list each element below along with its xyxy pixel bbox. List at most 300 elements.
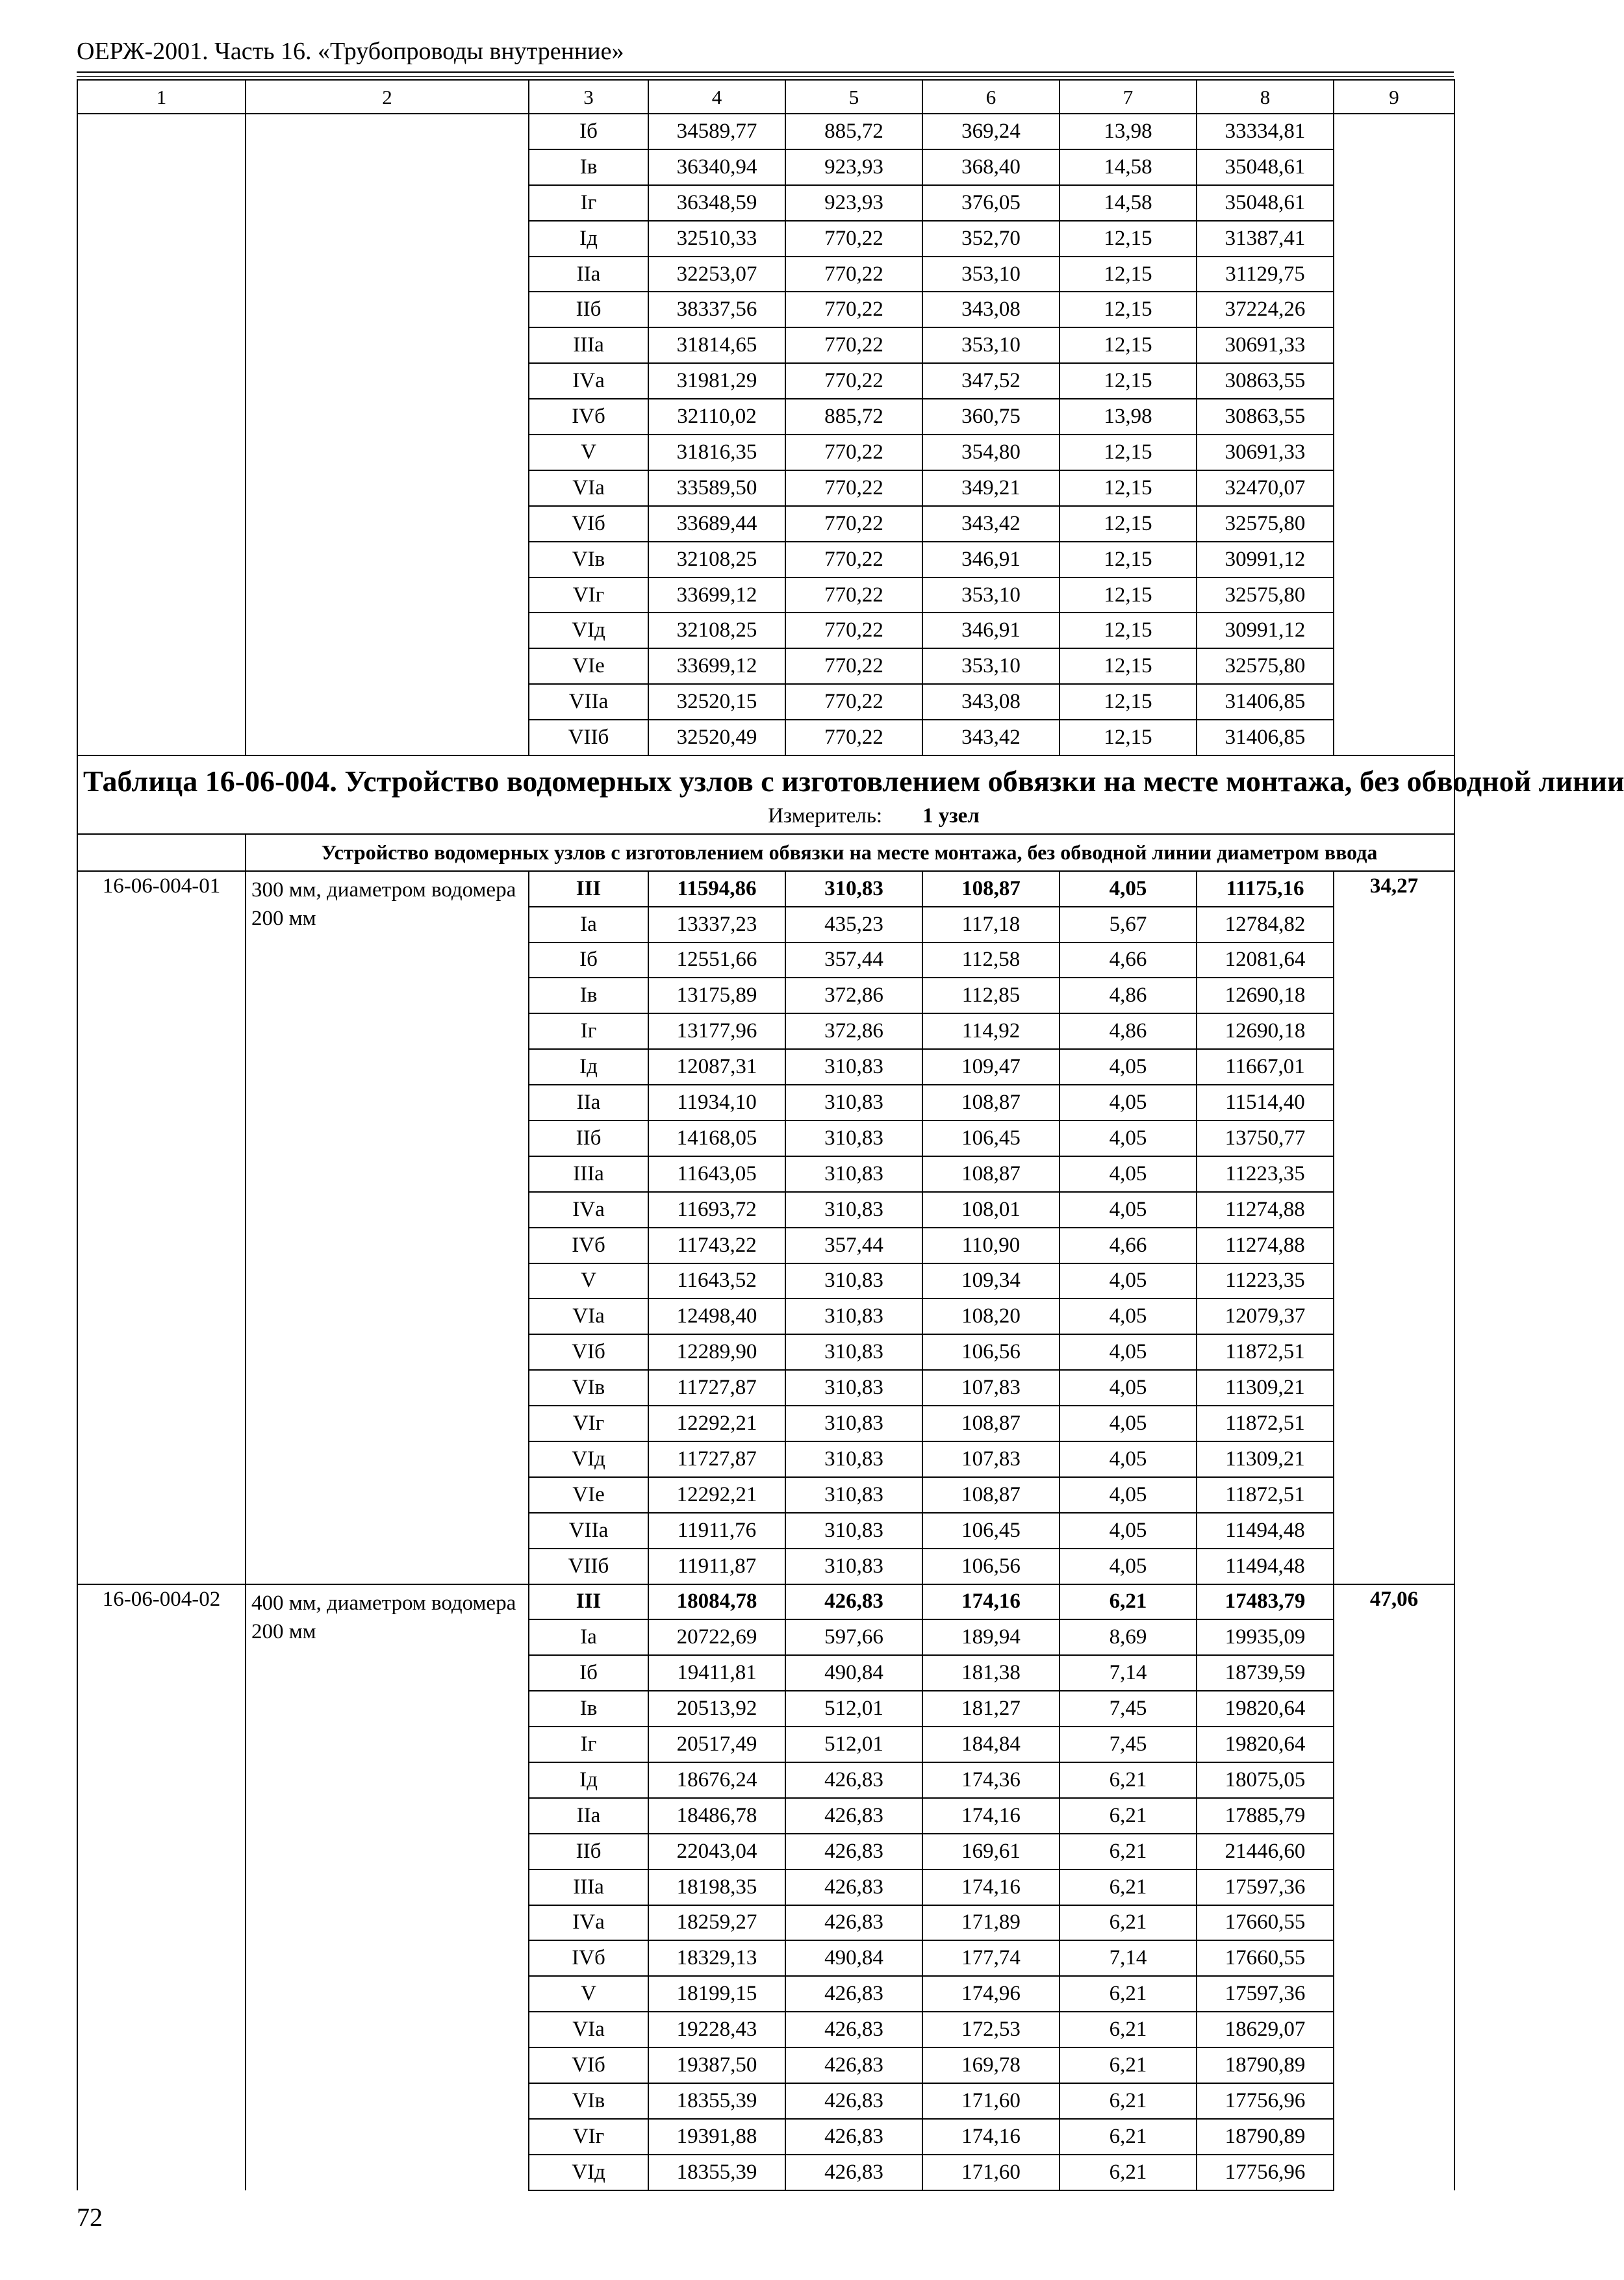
value-cell: 353,10 [922, 327, 1059, 363]
value-cell: 174,36 [922, 1762, 1059, 1798]
value-cell: 19391,88 [648, 2119, 785, 2155]
value-cell: 310,83 [785, 1263, 922, 1299]
value-cell: 32110,02 [648, 399, 785, 435]
value-cell: 108,87 [922, 1085, 1059, 1121]
region-cell: VIг [529, 2119, 648, 2155]
value-cell: 770,22 [785, 221, 922, 257]
value-cell: 770,22 [785, 470, 922, 506]
value-cell: 108,87 [922, 1477, 1059, 1513]
value-cell: 6,21 [1059, 2047, 1197, 2083]
value-cell: 7,14 [1059, 1655, 1197, 1691]
value-cell: 5,67 [1059, 907, 1197, 943]
value-cell: 107,83 [922, 1370, 1059, 1406]
table-title: Таблица 16-06-004. Устройство водомерных узлов с изготовлением обвязки на месте монтажа, без обводной линии [83, 765, 1624, 798]
region-cell: IIб [529, 1121, 648, 1156]
value-cell: 30863,55 [1197, 399, 1334, 435]
region-cell: VIв [529, 2083, 648, 2119]
value-cell: 4,05 [1059, 1441, 1197, 1477]
value-cell: 310,83 [785, 1192, 922, 1228]
value-cell: 426,83 [785, 2155, 922, 2190]
value-cell: 12,15 [1059, 720, 1197, 755]
value-cell: 33699,12 [648, 577, 785, 613]
value-cell: 31816,35 [648, 435, 785, 470]
value-cell: 33334,81 [1197, 114, 1334, 149]
document-header: ОЕРЖ-2001. Часть 16. «Трубопроводы внутренние» [77, 38, 624, 65]
value-cell: 174,16 [922, 2119, 1059, 2155]
region-cell: VIIа [529, 684, 648, 720]
value-cell: 11175,16 [1197, 871, 1334, 907]
region-cell: VIб [529, 2047, 648, 2083]
column-number: 7 [1059, 80, 1197, 114]
value-cell: 4,86 [1059, 978, 1197, 1013]
value-cell: 13,98 [1059, 114, 1197, 149]
value-cell: 343,08 [922, 684, 1059, 720]
value-cell: 11872,51 [1197, 1334, 1334, 1370]
value-cell: 19935,09 [1197, 1619, 1334, 1655]
table-row [77, 114, 1454, 149]
value-cell: 11872,51 [1197, 1477, 1334, 1513]
value-cell: 13177,96 [648, 1013, 785, 1049]
value-cell: 12087,31 [648, 1049, 785, 1085]
value-cell: 770,22 [785, 720, 922, 755]
value-cell: 171,60 [922, 2155, 1059, 2190]
value-cell: 4,05 [1059, 1513, 1197, 1549]
value-cell: 343,08 [922, 292, 1059, 327]
value-cell: 17597,36 [1197, 1976, 1334, 2012]
value-cell: 18739,59 [1197, 1655, 1334, 1691]
value-cell: 181,38 [922, 1655, 1059, 1691]
measure-value: 1 узел [922, 804, 980, 828]
value-cell: 310,83 [785, 1334, 922, 1370]
value-cell: 310,83 [785, 1085, 922, 1121]
value-cell: 11494,48 [1197, 1513, 1334, 1549]
value-cell: 13,98 [1059, 399, 1197, 435]
value-cell: 4,05 [1059, 1298, 1197, 1334]
value-cell: 11223,35 [1197, 1156, 1334, 1192]
value-cell: 597,66 [785, 1619, 922, 1655]
value-cell: 32575,80 [1197, 506, 1334, 542]
value-cell: 4,05 [1059, 1370, 1197, 1406]
value-cell: 32520,15 [648, 684, 785, 720]
value-cell: 18355,39 [648, 2083, 785, 2119]
value-cell: 21446,60 [1197, 1834, 1334, 1869]
value-cell: 4,05 [1059, 1085, 1197, 1121]
value-cell: 33699,12 [648, 648, 785, 684]
region-cell: IVб [529, 1228, 648, 1263]
value-cell: 20722,69 [648, 1619, 785, 1655]
value-cell: 4,05 [1059, 871, 1197, 907]
value-cell: 112,85 [922, 978, 1059, 1013]
value-cell: 112,58 [922, 943, 1059, 978]
region-cell: III [529, 871, 648, 907]
column-number: 2 [246, 80, 529, 114]
value-cell: 174,16 [922, 1798, 1059, 1834]
description-cell [246, 114, 529, 755]
value-cell: 490,84 [785, 1940, 922, 1976]
value-cell: 17483,79 [1197, 1584, 1334, 1620]
value-cell: 12690,18 [1197, 978, 1334, 1013]
value-cell: 6,21 [1059, 2083, 1197, 2119]
value-cell: 353,10 [922, 257, 1059, 292]
value-cell: 109,47 [922, 1049, 1059, 1085]
value-cell: 17597,36 [1197, 1869, 1334, 1905]
description-cell: 400 мм, диаметром водомера 200 мм [246, 1584, 529, 2190]
value-cell: 426,83 [785, 1905, 922, 1941]
value-cell: 12,15 [1059, 506, 1197, 542]
value-cell: 189,94 [922, 1619, 1059, 1655]
value-cell: 12,15 [1059, 470, 1197, 506]
value-cell: 12,15 [1059, 292, 1197, 327]
value-cell: 770,22 [785, 613, 922, 648]
page-number: 72 [77, 2203, 103, 2232]
value-cell: 107,83 [922, 1441, 1059, 1477]
subheading-cell [246, 834, 1454, 871]
value-cell: 31129,75 [1197, 257, 1334, 292]
value-cell: 8,69 [1059, 1619, 1197, 1655]
value-cell: 6,21 [1059, 1798, 1197, 1834]
value-cell: 6,21 [1059, 2012, 1197, 2047]
value-cell: 32575,80 [1197, 577, 1334, 613]
value-cell: 12292,21 [648, 1477, 785, 1513]
value-cell: 17756,96 [1197, 2083, 1334, 2119]
subheading-row [77, 834, 1454, 871]
value-cell: 357,44 [785, 943, 922, 978]
region-cell: IIIа [529, 1156, 648, 1192]
value-cell: 33689,44 [648, 506, 785, 542]
value-cell: 4,05 [1059, 1406, 1197, 1441]
value-cell: 4,05 [1059, 1334, 1197, 1370]
value-cell: 426,83 [785, 1869, 922, 1905]
value-cell: 12,15 [1059, 327, 1197, 363]
value-cell: 32108,25 [648, 542, 785, 577]
table-title-cell [77, 755, 1624, 834]
value-cell: 12289,90 [648, 1334, 785, 1370]
region-cell: IIб [529, 1834, 648, 1869]
region-cell: VIг [529, 577, 648, 613]
value-cell: 106,56 [922, 1334, 1059, 1370]
value-cell: 18259,27 [648, 1905, 785, 1941]
value-cell: 352,70 [922, 221, 1059, 257]
value-cell: 12,15 [1059, 435, 1197, 470]
value-cell: 353,10 [922, 577, 1059, 613]
value-cell: 33589,50 [648, 470, 785, 506]
column-number: 3 [529, 80, 648, 114]
region-cell: IVа [529, 363, 648, 399]
value-cell: 6,21 [1059, 2155, 1197, 2190]
value-cell: 11934,10 [648, 1085, 785, 1121]
region-cell: IIб [529, 292, 648, 327]
value-cell: 310,83 [785, 1406, 922, 1441]
value-cell: 35048,61 [1197, 149, 1334, 185]
value-cell: 310,83 [785, 1370, 922, 1406]
region-cell: Iг [529, 1013, 648, 1049]
value-cell: 372,86 [785, 1013, 922, 1049]
value-cell: 310,83 [785, 1298, 922, 1334]
value-cell: 11494,48 [1197, 1549, 1334, 1584]
value-cell: 11274,88 [1197, 1228, 1334, 1263]
region-cell: Iд [529, 1762, 648, 1798]
col9-cell [1334, 114, 1454, 755]
value-cell: 171,89 [922, 1905, 1059, 1941]
value-cell: 4,05 [1059, 1049, 1197, 1085]
region-cell: IVб [529, 399, 648, 435]
value-cell: 36348,59 [648, 185, 785, 221]
value-cell: 4,05 [1059, 1156, 1197, 1192]
value-cell: 32470,07 [1197, 470, 1334, 506]
value-cell: 34589,77 [648, 114, 785, 149]
value-cell: 36340,94 [648, 149, 785, 185]
value-cell: 17660,55 [1197, 1905, 1334, 1941]
value-cell: 770,22 [785, 577, 922, 613]
value-cell: 117,18 [922, 907, 1059, 943]
value-cell: 4,05 [1059, 1192, 1197, 1228]
value-cell: 13750,77 [1197, 1121, 1334, 1156]
value-cell: 11594,86 [648, 871, 785, 907]
value-cell: 923,93 [785, 149, 922, 185]
value-cell: 19387,50 [648, 2047, 785, 2083]
value-cell: 18198,35 [648, 1869, 785, 1905]
value-cell: 12,15 [1059, 221, 1197, 257]
value-cell: 13175,89 [648, 978, 785, 1013]
region-cell: VIв [529, 1370, 648, 1406]
value-cell: 770,22 [785, 506, 922, 542]
value-cell: 885,72 [785, 399, 922, 435]
value-cell: 11274,88 [1197, 1192, 1334, 1228]
region-cell: VIб [529, 506, 648, 542]
value-cell: 426,83 [785, 2119, 922, 2155]
value-cell: 11872,51 [1197, 1406, 1334, 1441]
value-cell: 426,83 [785, 2047, 922, 2083]
value-cell: 18790,89 [1197, 2119, 1334, 2155]
region-cell: V [529, 1263, 648, 1299]
value-cell: 18084,78 [648, 1584, 785, 1620]
value-cell: 6,21 [1059, 1905, 1197, 1941]
code-cell [77, 114, 246, 755]
value-cell: 6,21 [1059, 1762, 1197, 1798]
region-cell: VIв [529, 542, 648, 577]
value-cell: 7,14 [1059, 1940, 1197, 1976]
region-cell: Iг [529, 1727, 648, 1762]
value-cell: 31406,85 [1197, 684, 1334, 720]
value-cell: 30863,55 [1197, 363, 1334, 399]
value-cell: 20513,92 [648, 1691, 785, 1727]
measure-line [78, 800, 1454, 833]
value-cell: 181,27 [922, 1691, 1059, 1727]
value-cell: 11309,21 [1197, 1370, 1334, 1406]
value-cell: 11667,01 [1197, 1049, 1334, 1085]
col9-cell: 34,27 [1334, 871, 1454, 1584]
column-number: 1 [77, 80, 246, 114]
value-cell: 490,84 [785, 1655, 922, 1691]
subheading-text: Устройство водомерных узлов с изготовлением обвязки на месте монтажа, без обводной линии диаметром ввода [321, 840, 1378, 864]
value-cell: 11643,05 [648, 1156, 785, 1192]
column-number: 6 [922, 80, 1059, 114]
value-cell: 7,45 [1059, 1691, 1197, 1727]
value-cell: 346,91 [922, 613, 1059, 648]
region-cell: Iд [529, 1049, 648, 1085]
value-cell: 11693,72 [648, 1192, 785, 1228]
value-cell: 353,10 [922, 648, 1059, 684]
value-cell: 17885,79 [1197, 1798, 1334, 1834]
region-cell: Iв [529, 149, 648, 185]
value-cell: 770,22 [785, 257, 922, 292]
value-cell: 18486,78 [648, 1798, 785, 1834]
region-cell: Iб [529, 114, 648, 149]
value-cell: 174,16 [922, 1584, 1059, 1620]
value-cell: 17660,55 [1197, 1940, 1334, 1976]
value-cell: 12498,40 [648, 1298, 785, 1334]
region-cell: VIIб [529, 720, 648, 755]
value-cell: 108,20 [922, 1298, 1059, 1334]
value-cell: 13337,23 [648, 907, 785, 943]
value-cell: 30691,33 [1197, 327, 1334, 363]
value-cell: 12,15 [1059, 542, 1197, 577]
value-cell: 31814,65 [648, 327, 785, 363]
value-cell: 19411,81 [648, 1655, 785, 1691]
value-cell: 108,01 [922, 1192, 1059, 1228]
value-cell: 171,60 [922, 2083, 1059, 2119]
region-cell: VIе [529, 648, 648, 684]
value-cell: 11911,76 [648, 1513, 785, 1549]
value-cell: 11743,22 [648, 1228, 785, 1263]
region-cell: Iв [529, 1691, 648, 1727]
region-cell: V [529, 435, 648, 470]
region-cell: Iд [529, 221, 648, 257]
value-cell: 19820,64 [1197, 1691, 1334, 1727]
value-cell: 12551,66 [648, 943, 785, 978]
region-cell: VIIа [529, 1513, 648, 1549]
value-cell: 12690,18 [1197, 1013, 1334, 1049]
value-cell: 18676,24 [648, 1762, 785, 1798]
value-cell: 770,22 [785, 648, 922, 684]
value-cell: 14,58 [1059, 149, 1197, 185]
value-cell: 512,01 [785, 1691, 922, 1727]
value-cell: 770,22 [785, 684, 922, 720]
value-cell: 343,42 [922, 720, 1059, 755]
region-cell: VIе [529, 1477, 648, 1513]
value-cell: 12,15 [1059, 648, 1197, 684]
region-cell: IIIа [529, 327, 648, 363]
value-cell: 184,84 [922, 1727, 1059, 1762]
region-cell: IVб [529, 1940, 648, 1976]
region-cell: Iб [529, 1655, 648, 1691]
value-cell: 11514,40 [1197, 1085, 1334, 1121]
column-number: 8 [1197, 80, 1334, 114]
value-cell: 12292,21 [648, 1406, 785, 1441]
region-cell: VIа [529, 1298, 648, 1334]
value-cell: 12,15 [1059, 257, 1197, 292]
value-cell: 368,40 [922, 149, 1059, 185]
value-cell: 177,74 [922, 1940, 1059, 1976]
value-cell: 18790,89 [1197, 2047, 1334, 2083]
value-cell: 106,56 [922, 1549, 1059, 1584]
table-title-row [77, 755, 1454, 834]
region-cell: Iб [529, 943, 648, 978]
value-cell: 4,05 [1059, 1121, 1197, 1156]
value-cell: 18355,39 [648, 2155, 785, 2190]
value-cell: 30991,12 [1197, 542, 1334, 577]
value-cell: 310,83 [785, 1549, 922, 1584]
value-cell: 310,83 [785, 1441, 922, 1477]
value-cell: 310,83 [785, 1513, 922, 1549]
value-cell: 11727,87 [648, 1370, 785, 1406]
value-cell: 172,53 [922, 2012, 1059, 2047]
value-cell: 369,24 [922, 114, 1059, 149]
region-cell: VIг [529, 1406, 648, 1441]
region-cell: VIб [529, 1334, 648, 1370]
value-cell: 38337,56 [648, 292, 785, 327]
value-cell: 923,93 [785, 185, 922, 221]
value-cell: 32520,49 [648, 720, 785, 755]
header-rule [77, 71, 1454, 73]
region-cell: Iа [529, 907, 648, 943]
value-cell: 885,72 [785, 114, 922, 149]
value-cell: 426,83 [785, 1798, 922, 1834]
col9-cell: 47,06 [1334, 1584, 1454, 2190]
region-cell: V [529, 1976, 648, 2012]
value-cell: 32108,25 [648, 613, 785, 648]
region-cell: IIа [529, 257, 648, 292]
value-cell: 20517,49 [648, 1727, 785, 1762]
value-cell: 14168,05 [648, 1121, 785, 1156]
value-cell: 426,83 [785, 2012, 922, 2047]
value-cell: 426,83 [785, 1834, 922, 1869]
value-cell: 426,83 [785, 1762, 922, 1798]
value-cell: 19228,43 [648, 2012, 785, 2047]
value-cell: 6,21 [1059, 1976, 1197, 2012]
value-cell: 372,86 [785, 978, 922, 1013]
region-cell: VIа [529, 2012, 648, 2047]
value-cell: 32253,07 [648, 257, 785, 292]
region-cell: IVа [529, 1192, 648, 1228]
value-cell: 169,78 [922, 2047, 1059, 2083]
value-cell: 110,90 [922, 1228, 1059, 1263]
value-cell: 310,83 [785, 871, 922, 907]
rates-table [77, 79, 1624, 2191]
value-cell: 18329,13 [648, 1940, 785, 1976]
region-cell: IIа [529, 1798, 648, 1834]
value-cell: 32575,80 [1197, 648, 1334, 684]
region-cell: Iа [529, 1619, 648, 1655]
value-cell: 31387,41 [1197, 221, 1334, 257]
value-cell: 343,42 [922, 506, 1059, 542]
value-cell: 12,15 [1059, 684, 1197, 720]
value-cell: 4,05 [1059, 1263, 1197, 1299]
value-cell: 30691,33 [1197, 435, 1334, 470]
value-cell: 435,23 [785, 907, 922, 943]
value-cell: 17756,96 [1197, 2155, 1334, 2190]
column-number-row [77, 80, 1454, 114]
value-cell: 357,44 [785, 1228, 922, 1263]
value-cell: 12,15 [1059, 613, 1197, 648]
value-cell: 30991,12 [1197, 613, 1334, 648]
value-cell: 11223,35 [1197, 1263, 1334, 1299]
value-cell: 18199,15 [648, 1976, 785, 2012]
value-cell: 310,83 [785, 1121, 922, 1156]
region-cell: Iв [529, 978, 648, 1013]
value-cell: 31981,29 [648, 363, 785, 399]
value-cell: 426,83 [785, 1584, 922, 1620]
region-cell: IIIа [529, 1869, 648, 1905]
region-cell: VIа [529, 470, 648, 506]
value-cell: 347,52 [922, 363, 1059, 399]
value-cell: 346,91 [922, 542, 1059, 577]
value-cell: 14,58 [1059, 185, 1197, 221]
column-number: 9 [1334, 80, 1454, 114]
value-cell: 12784,82 [1197, 907, 1334, 943]
value-cell: 770,22 [785, 542, 922, 577]
value-cell: 376,05 [922, 185, 1059, 221]
